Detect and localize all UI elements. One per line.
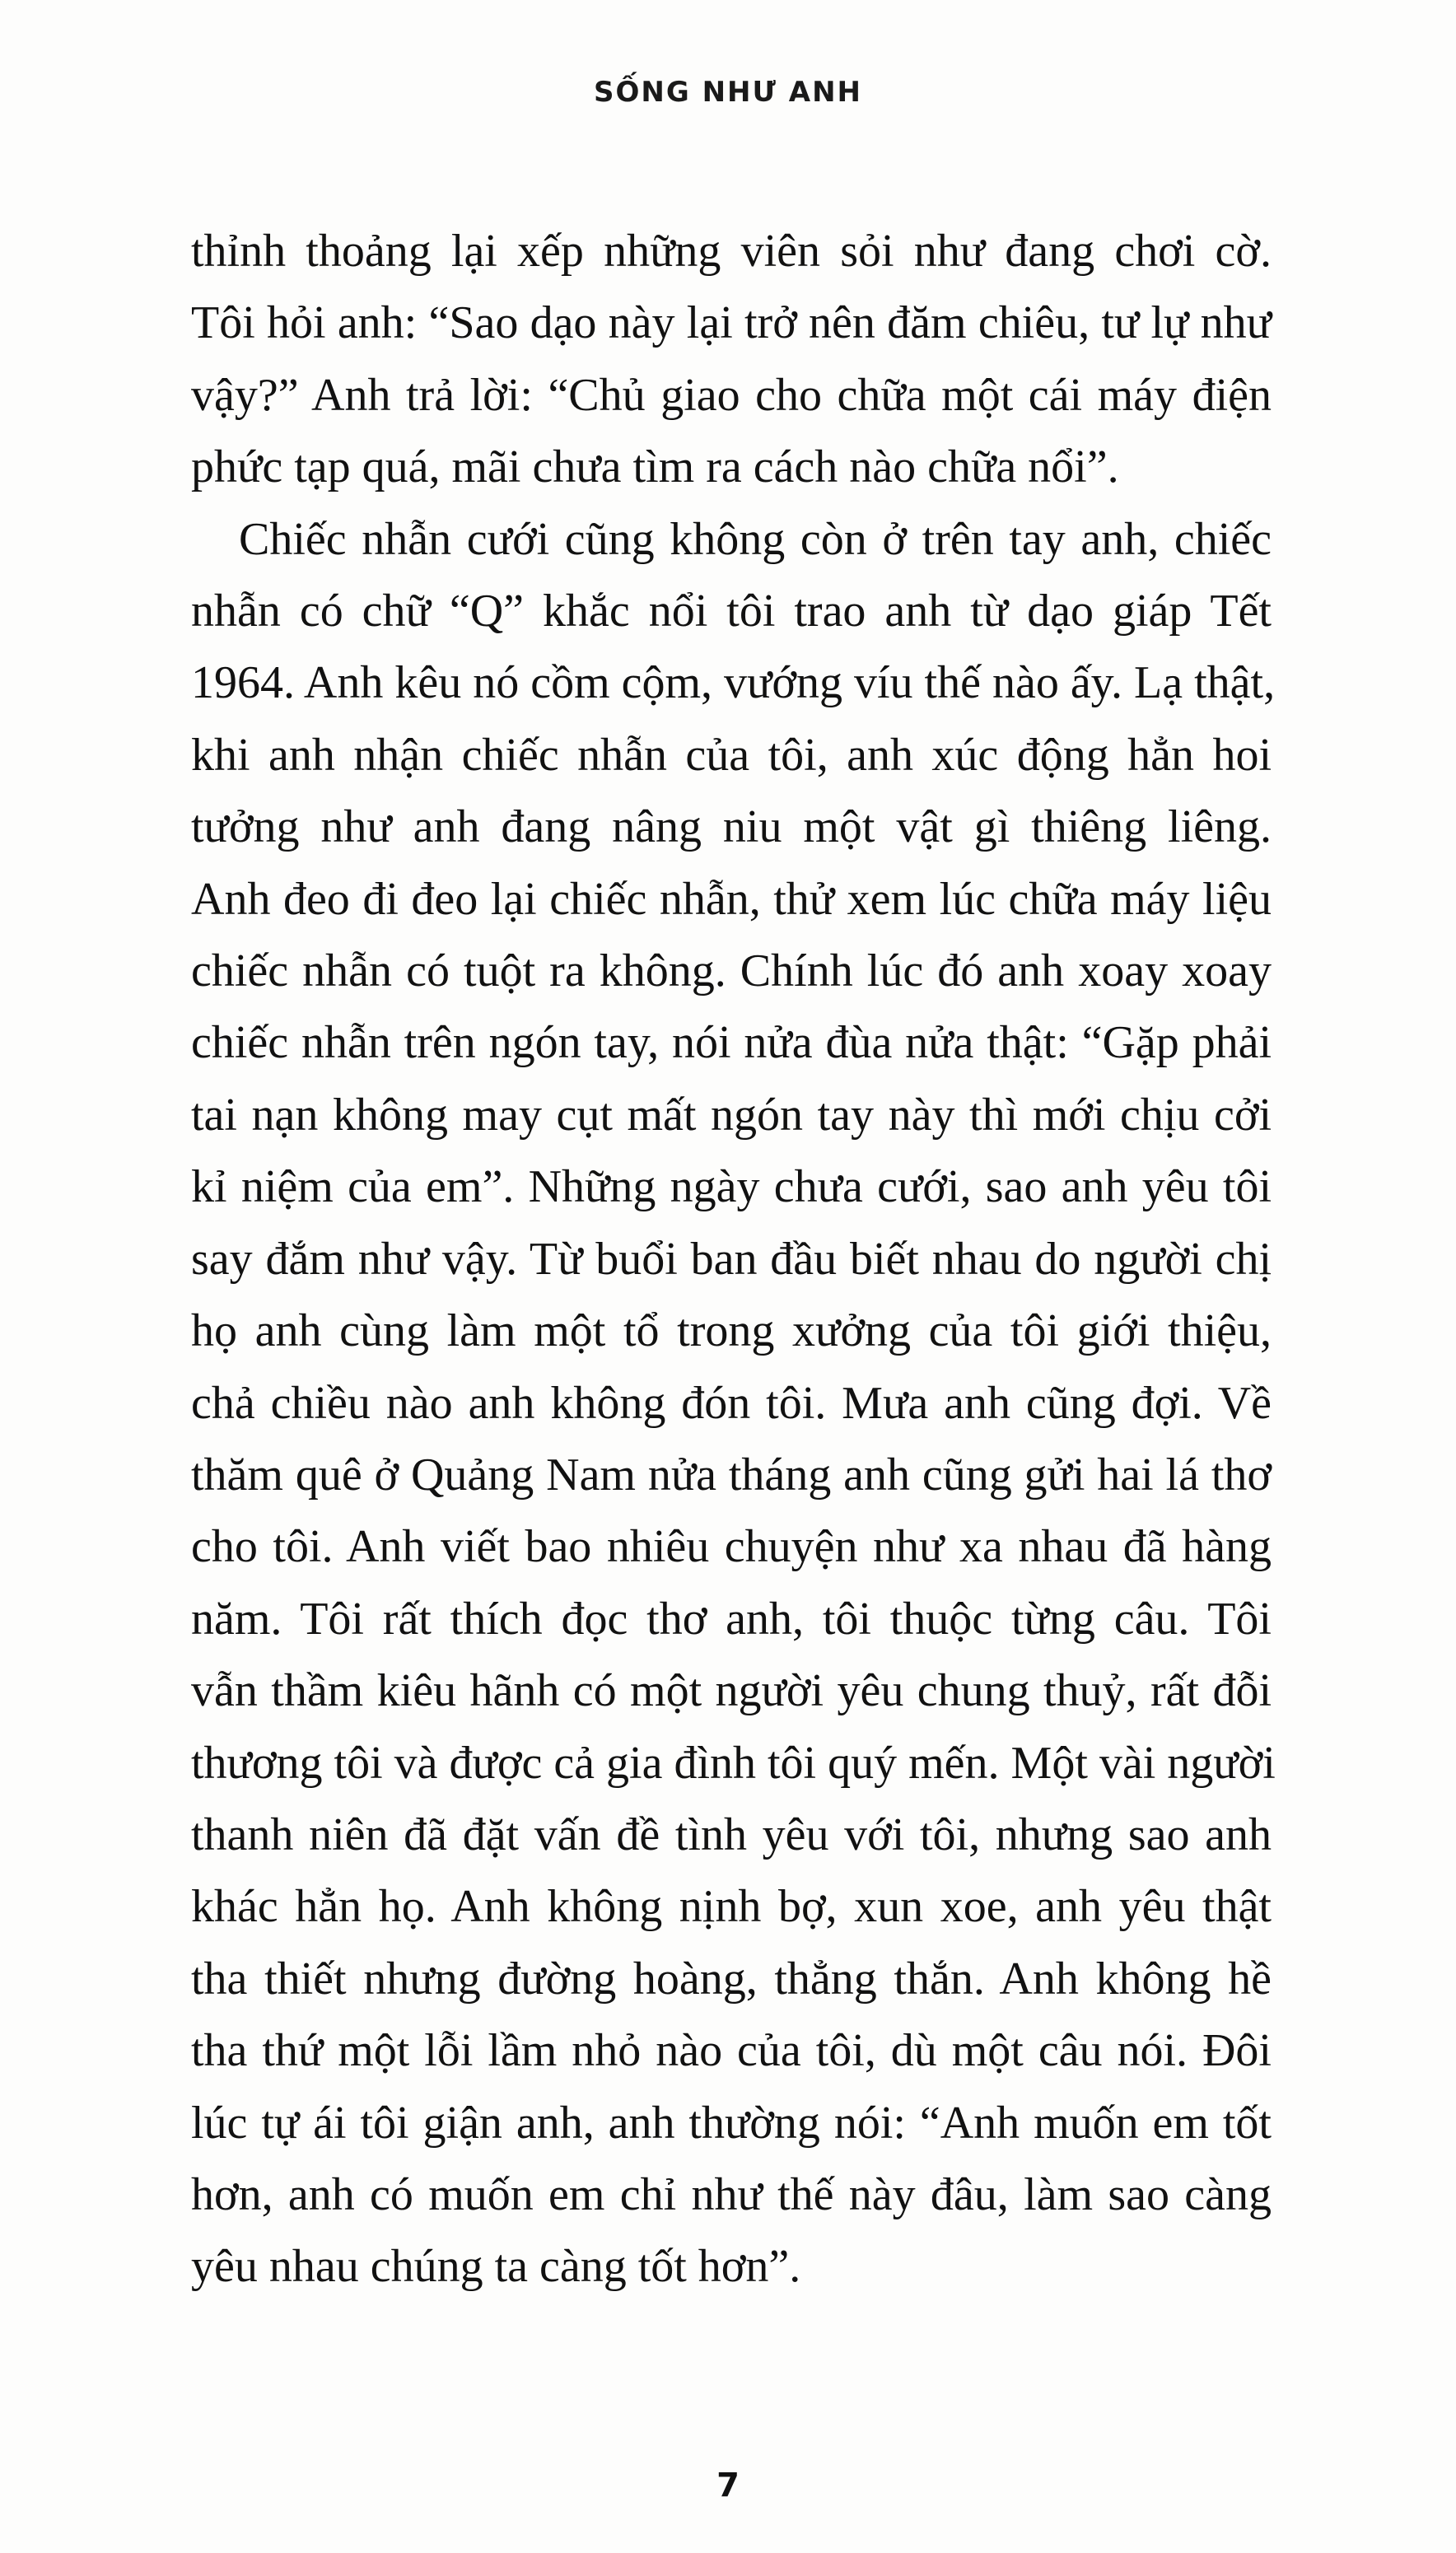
text-line: hơn, anh có muốn em chỉ như thế này đâu, làm sao càng bbox=[191, 2168, 1272, 2220]
paragraph-2 bbox=[191, 504, 1276, 2303]
text-line: 1964. Anh kêu nó cồm cộm, vướng víu thế nào ấy. Lạ thật, bbox=[191, 657, 1276, 709]
text-line: Tôi hỏi anh: “Sao dạo này lại trở nên đăm chiêu, tư lự như bbox=[191, 297, 1272, 349]
text-line: say đắm như vậy. Từ buổi ban đầu biết nhau do người chị bbox=[191, 1233, 1272, 1285]
text-line: vẫn thầm kiêu hãnh có một người yêu chung thuỷ, rất đỗi bbox=[191, 1665, 1272, 1717]
paragraph-1 bbox=[191, 216, 1272, 504]
running-title: SỐNG NHƯ ANH bbox=[594, 76, 862, 109]
text-line: vậy?” Anh trả lời: “Chủ giao cho chữa một cái máy điện bbox=[191, 369, 1272, 421]
text-line: tưởng như anh đang nâng niu một vật gì thiêng liêng. bbox=[191, 801, 1272, 853]
text-line: khác hẳn họ. Anh không nịnh bợ, xun xoe, anh yêu thật bbox=[191, 1881, 1272, 1933]
text-line: nhẫn có chữ “Q” khắc nổi tôi trao anh từ dạo giáp Tết bbox=[191, 586, 1272, 637]
text-line: lúc tự ái tôi giận anh, anh thường nói: “Anh muốn em tốt bbox=[191, 2097, 1272, 2149]
text-line: năm. Tôi rất thích đọc thơ anh, tôi thuộc từng câu. Tôi bbox=[191, 1593, 1272, 1645]
text-line: Chiếc nhẫn cưới cũng không còn ở trên tay anh, chiếc bbox=[239, 513, 1272, 565]
text-line: chiếc nhẫn có tuột ra không. Chính lúc đó anh xoay xoay bbox=[191, 945, 1272, 997]
text-line: phức tạp quá, mãi chưa tìm ra cách nào chữa nổi”. bbox=[191, 441, 1119, 493]
text-line: cho tôi. Anh viết bao nhiêu chuyện như xa nhau đã hàng bbox=[191, 1521, 1272, 1573]
text-line: chiếc nhẫn trên ngón tay, nói nửa đùa nửa thật: “Gặp phải bbox=[191, 1017, 1272, 1069]
text-line: họ anh cùng làm một tổ trong xưởng của tôi giới thiệu, bbox=[191, 1305, 1272, 1357]
text-line: Anh đeo đi đeo lại chiếc nhẫn, thử xem lúc chữa máy liệu bbox=[191, 873, 1272, 925]
text-line: thương tôi và được cả gia đình tôi quý mến. Một vài người bbox=[191, 1737, 1276, 1789]
text-line: thỉnh thoảng lại xếp những viên sỏi như đang chơi cờ. bbox=[191, 226, 1272, 277]
body-text bbox=[191, 216, 1276, 2303]
text-line: chả chiều nào anh không đón tôi. Mưa anh cũng đợi. Về bbox=[191, 1377, 1272, 1429]
page-number: 7 bbox=[716, 2467, 740, 2504]
text-line: kỉ niệm của em”. Những ngày chưa cưới, sao anh yêu tôi bbox=[191, 1161, 1272, 1213]
text-line: yêu nhau chúng ta càng tốt hơn”. bbox=[191, 2241, 801, 2293]
text-line: tha thiết nhưng đường hoàng, thẳng thắn. Anh không hề bbox=[191, 1953, 1272, 2005]
text-line: thanh niên đã đặt vấn đề tình yêu với tôi, nhưng sao anh bbox=[191, 1809, 1272, 1860]
text-line: tha thứ một lỗi lầm nhỏ nào của tôi, dù một câu nói. Đôi bbox=[191, 2025, 1272, 2077]
text-line: tai nạn không may cụt mất ngón tay này thì mới chịu cởi bbox=[191, 1089, 1272, 1141]
text-line: thăm quê ở Quảng Nam nửa tháng anh cũng gửi hai lá thơ bbox=[191, 1449, 1272, 1501]
text-line: khi anh nhận chiếc nhẫn của tôi, anh xúc động hẳn hoi bbox=[191, 729, 1272, 781]
